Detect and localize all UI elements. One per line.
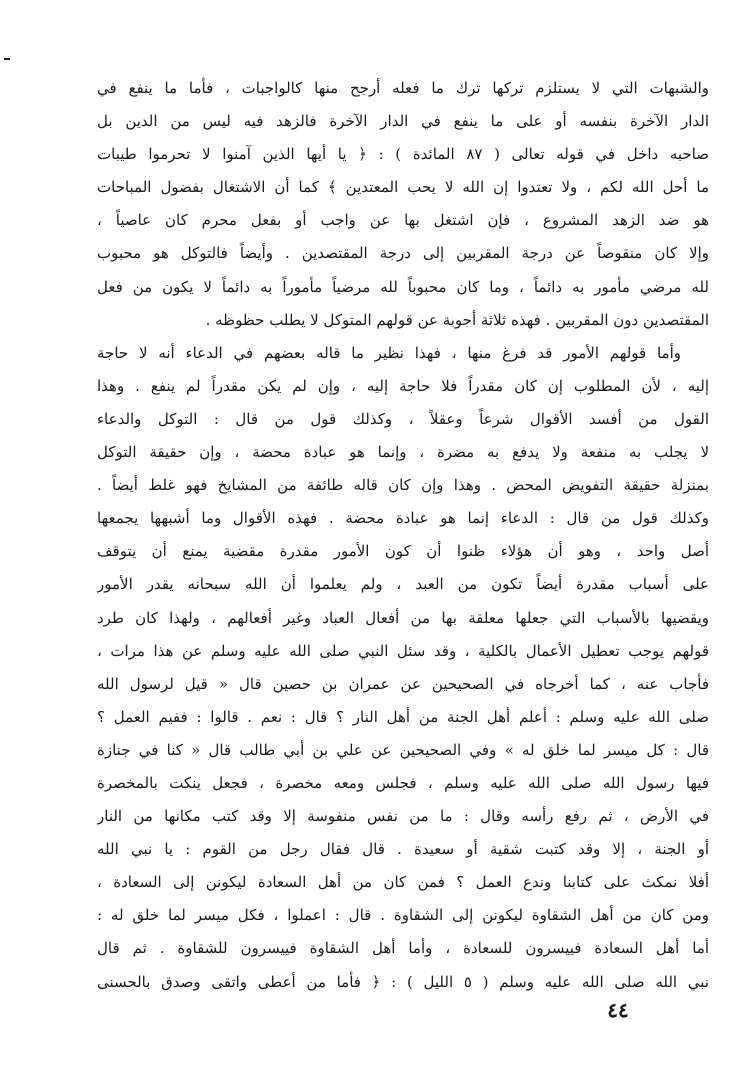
text-line: قولهم يوجب تعطيل الأعمال بالكلية ، وقد سئل النبي صلى الله عليه وسلم عن هذا مرات ،	[97, 641, 709, 660]
text-line: على أسباب مقدرة أيضاً تكون من العبد ، ولم يعلموا أن الله سبحانه يقدر الأمور	[97, 575, 709, 594]
text-line: فيها رسول الله صلى الله عليه وسلم ، فجلس ومعه مخصرة ، فجعل ينكت بالمخصرة	[97, 773, 709, 792]
text-line: ومن كان من أهل الشقاوة ليكونن إلى الشقاوة . قال : اعملوا ، فكل ميسر لما خلق له :	[97, 906, 709, 925]
page-number: ٤٤	[607, 998, 629, 1022]
paragraph-start-line: وأما قولهم الأمور قد فرغ منها ، فهذا نظير ما قاله بعضهم في الدعاء أنه لا حاجة	[97, 343, 681, 362]
paragraph-end-line: المقتصدين دون المقربين . فهذه ثلاثة أجوبة عن قولهم المتوكل لا يطلب حظوظه .	[205, 310, 709, 329]
text-line: نبي الله صلى الله عليه وسلم ( ٥ الليل ) : ﴿ فأما من أعطى واتقى وصدق بالحسنى	[97, 972, 709, 991]
text-line: وكذلك قول من قال : الدعاء إنما هو عبادة محضة . فهذه الأقوال وما أشبهها يجمعها	[97, 509, 709, 528]
text-line: فأجاب عنه ، كما أخرجاه في الصحيحين عن عمران بن حصين قال « قيل لرسول الله	[97, 674, 709, 693]
text-line: لا يجلب به منفعة ولا يدفع به مضرة ، وإنما هو عبادة محضة ، وإن حقيقة التوكل	[97, 443, 709, 462]
text-line: الدار الآخرة بنفسه أو على ما ينفع في الدار الآخرة فالزهد فيه ليس من الدين بل	[97, 112, 709, 131]
text-line: والشبهات التي لا يستلزم تركها ترك ما فعله أرجح منها كالواجبات ، فأما ما ينفع في	[97, 79, 709, 97]
text-line: هو ضد الزهد المشروع ، فإن اشتغل بها عن واجب أو بفعل محرم كان عاصياً ،	[97, 211, 709, 230]
text-line: ويقضيها بالأسباب التي جعلها معلقة بها من أفعال العباد وغير أفعالهم ، ولهذا كان طرد	[97, 608, 709, 627]
text-line: صلى الله عليه وسلم : أعلم أهل الجنة من أهل النار ؟ قال : نعم . قالوا : ففيم العمل ؟	[97, 707, 709, 726]
text-line: وإلا كان منقوصاً عن درجة المقربين إلى درجة المقتصدين . وأيضاً فالتوكل هو محبوب	[97, 244, 709, 263]
text-line: أو الجنة ، إلا وقد كتبت شقية أو سعيدة . قال فقال رجل من القوم : يا نبي الله	[97, 840, 709, 859]
text-line: إليه ، لأن المطلوب إن كان مقدراً فلا حاجة إليه ، وإن لم يكن مقدراً لم ينفع . وهذا	[97, 376, 709, 395]
text-line: لله مرضي مأمور به دائماً ، وما كان محبوباً لله مرضياً مأموراً به دائماً لا يكون من فعل	[97, 277, 709, 296]
text-line: ما أحل الله لكم ، ولا تعتدوا إن الله لا يحب المعتدين ﴾ كما أن الاشتغال بفضول المباحات	[97, 178, 709, 197]
text-line: أما أهل السعادة فييسرون للسعادة ، وأما أهل الشقاوة فييسرون للشقاوة . ثم قال	[97, 939, 709, 958]
text-line: صاحبه داخل في قوله تعالى ( ٨٧ المائدة ) : ﴿ يا أيها الذين آمنوا لا تحرموا طيبات	[97, 145, 709, 164]
page-edge-mark	[4, 58, 10, 60]
text-line: قال : كل ميسر لما خلق له » وفي الصحيحين عن علي بن أبي طالب قال « كنا في جنازة	[97, 740, 709, 759]
text-line: بمنزلة حقيقة التفويض المحض . وهذا وإن كان قاله طائفة من المشايخ فهو غلط أيضاً .	[97, 476, 709, 495]
text-line: في الأرض ، ثم رفع رأسه وقال : ما من نفس منفوسة إلا وقد كتب مكانها من النار	[97, 807, 709, 826]
text-line: القول من أفسد الأقوال شرعاً وعقلاً ، وكذلك قول من قال : التوكل والدعاء	[97, 409, 709, 428]
text-line: أفلا نمكث على كتابنا وندع العمل ؟ فمن كان من أهل السعادة ليكونن إلى السعادة ،	[97, 873, 709, 892]
page-body	[97, 72, 709, 999]
text-line: أصل واحد ، وهو أن هؤلاء ظنوا أن كون الأمور مقدرة مقضية يمنع أن يتوقف	[97, 542, 709, 561]
